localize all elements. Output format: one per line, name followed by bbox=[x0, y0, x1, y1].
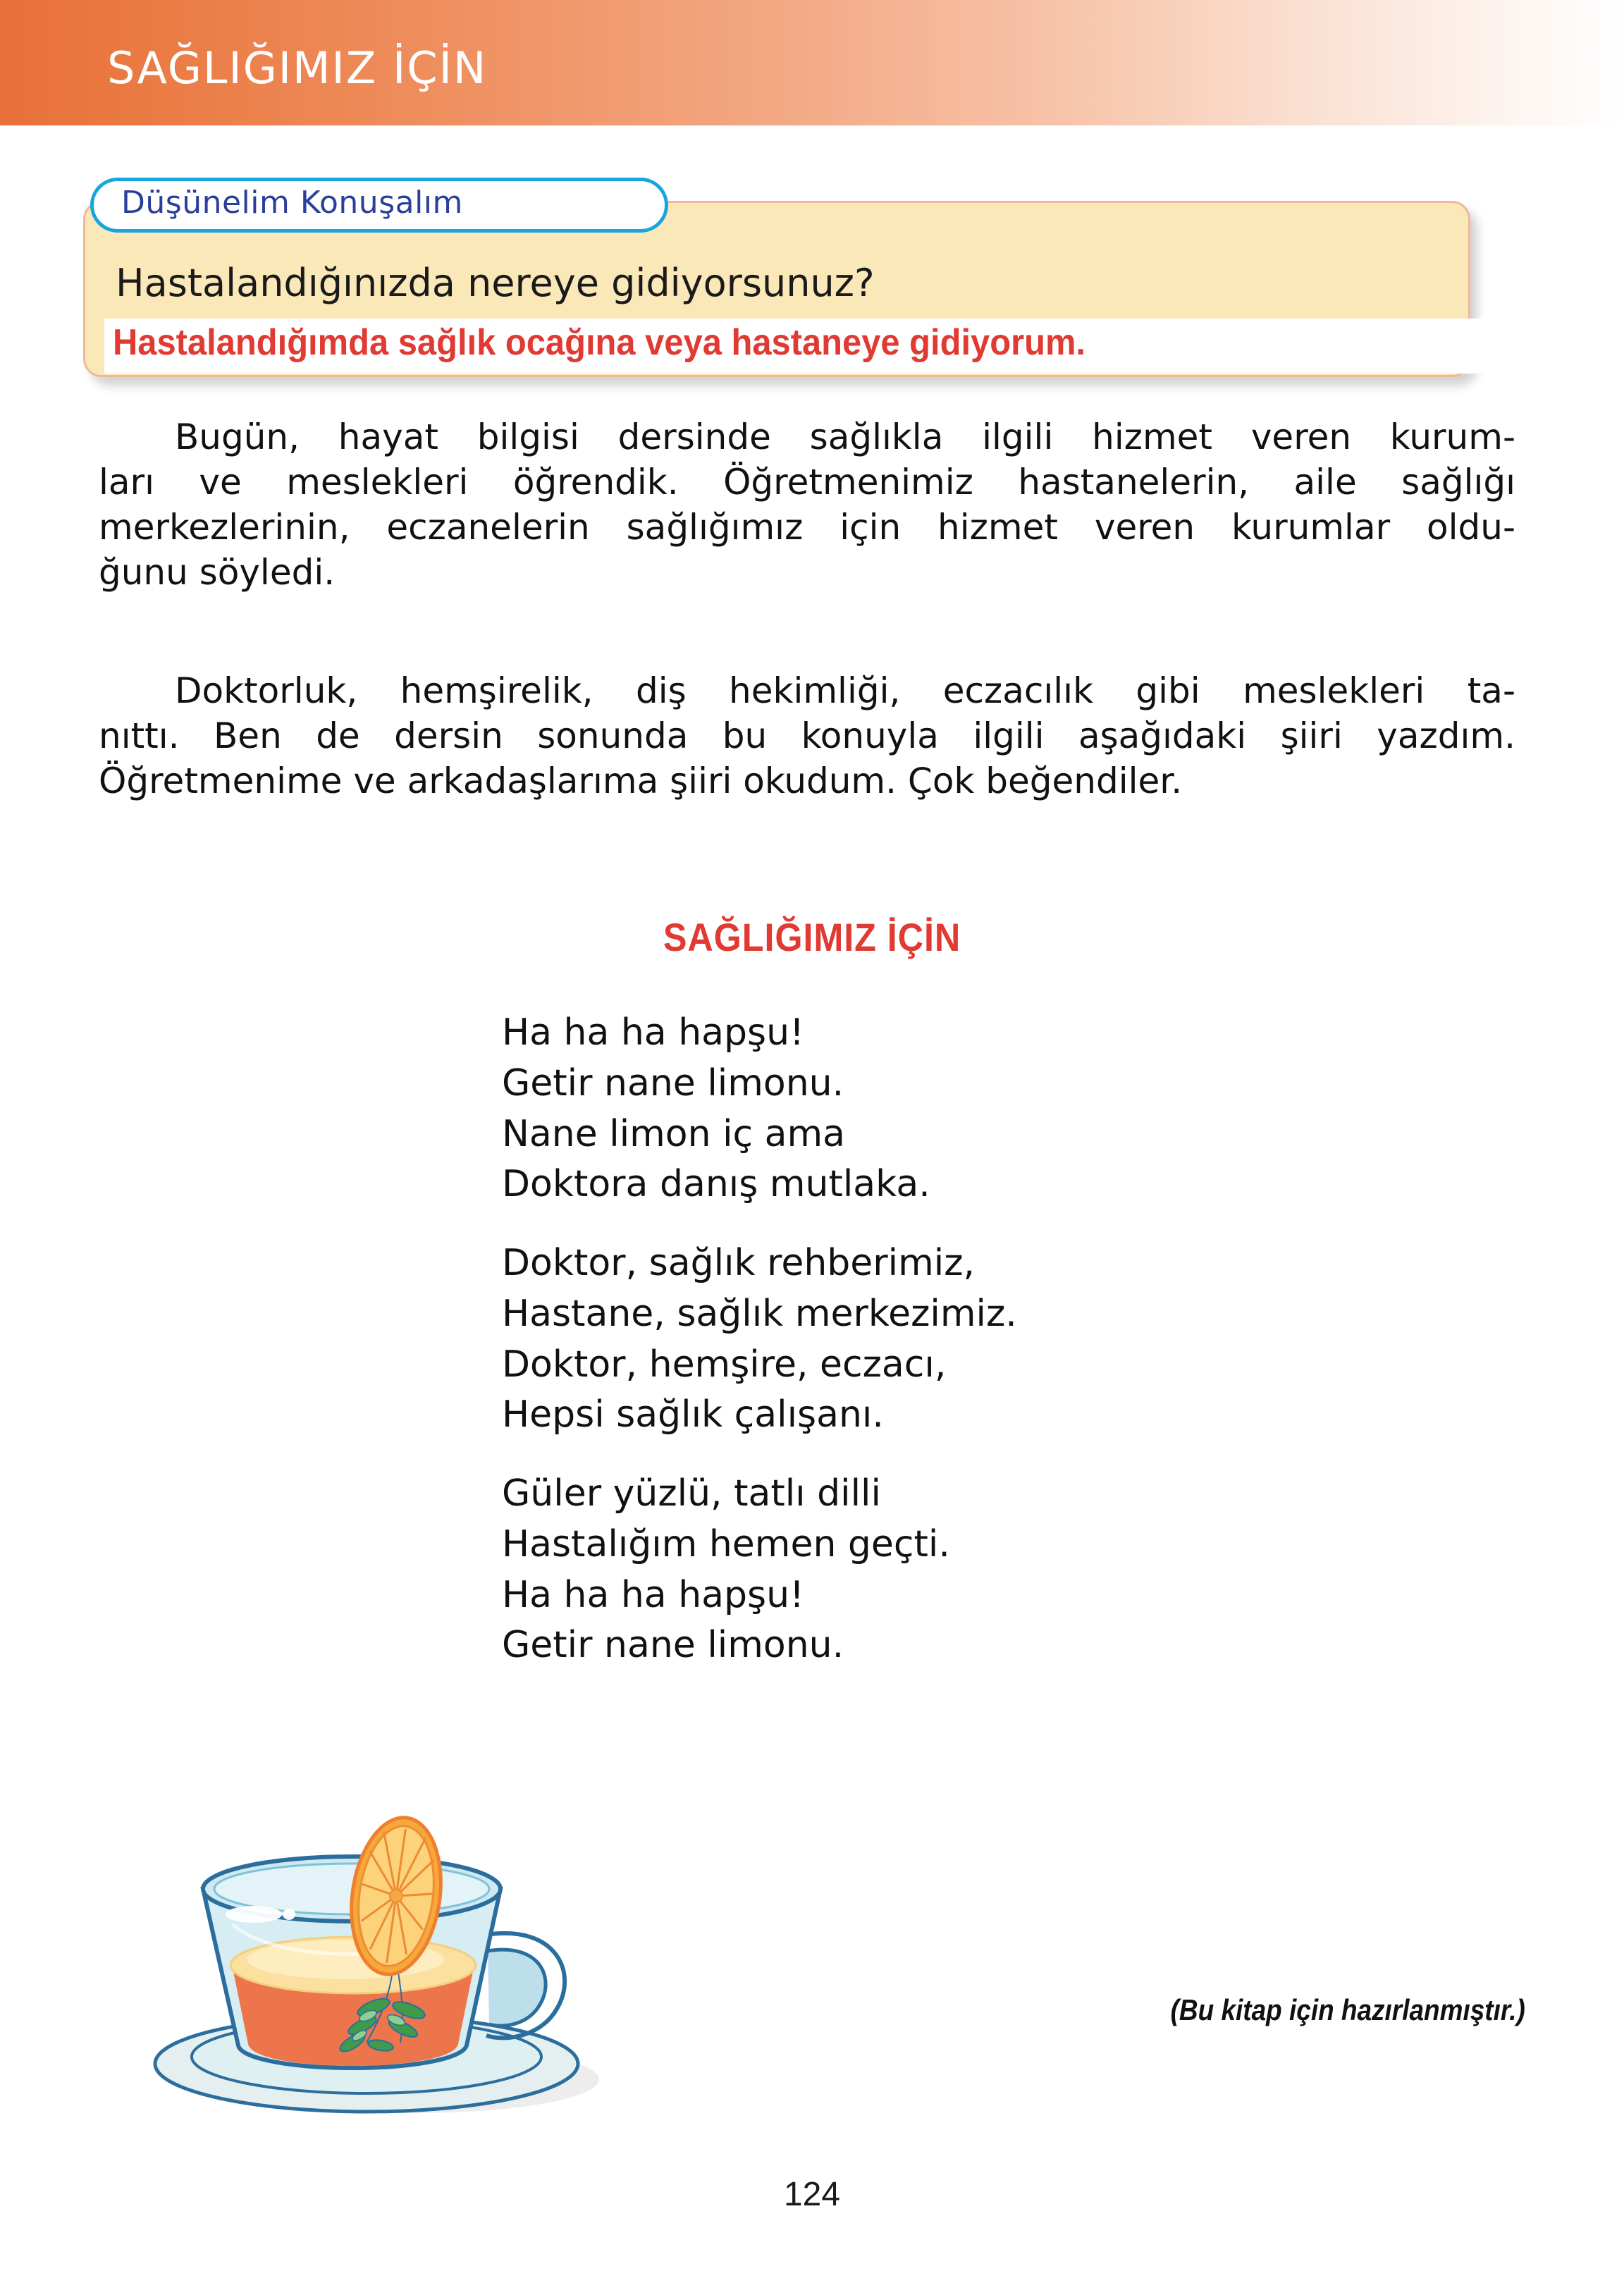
poem-line: Getir nane limonu. bbox=[502, 1624, 844, 1667]
paragraph-line bbox=[99, 758, 1515, 804]
poem-stanza bbox=[502, 1469, 1017, 1671]
poem-line: Ha ha ha hapşu! bbox=[502, 1011, 804, 1054]
paragraph-line-text: merkezlerinin, eczanelerin sağlığımız için hizmet veren kurumlar oldu- bbox=[99, 507, 1515, 548]
think-discuss-tab-label: Düşünelim Konuşalım bbox=[121, 185, 463, 221]
paragraph-line bbox=[99, 550, 1515, 595]
paragraph-line bbox=[99, 713, 1515, 758]
paragraph-line-text: Bugün, hayat bilgisi dersinde sağlıkla ilgili hizmet veren kurum- bbox=[175, 417, 1515, 457]
poem-line: Hastalığım hemen geçti. bbox=[502, 1522, 950, 1565]
discussion-question: Hastalandığınızda nereye gidiyorsunuz? bbox=[116, 261, 875, 305]
poem-line: Doktor, sağlık rehberimiz, bbox=[502, 1242, 976, 1284]
student-answer-text: Hastalandığımda sağlık ocağına veya hastaneye gidiyorum. bbox=[113, 322, 1086, 363]
poem-stanza bbox=[502, 1008, 1017, 1210]
paragraph-line bbox=[99, 505, 1515, 550]
poem-line: Getir nane limonu. bbox=[502, 1061, 844, 1104]
paragraph-line-text: ları ve meslekleri öğrendik. Öğretmenimiz hastanelerin, aile sağlığı bbox=[99, 462, 1515, 503]
poem-title: SAĞLIĞIMIZ İÇİN bbox=[663, 915, 961, 959]
lemon-mint-tea-cup-illustration bbox=[120, 1783, 641, 2114]
paragraph-line-text: Doktorluk, hemşirelik, diş hekimliği, eczacılık gibi meslekleri ta- bbox=[175, 670, 1515, 711]
poem-line: Hastane, sağlık merkezimiz. bbox=[502, 1292, 1017, 1335]
poem-line: Nane limon iç ama bbox=[502, 1112, 846, 1155]
poem-line: Hepsi sağlık çalışanı. bbox=[502, 1393, 884, 1436]
poem-line: Doktora danış mutlaka. bbox=[502, 1163, 930, 1206]
body-paragraph-1 bbox=[99, 414, 1515, 595]
poem-body bbox=[502, 1008, 1017, 1699]
poem-stanza bbox=[502, 1238, 1017, 1441]
paragraph-line-text: ğunu söyledi. bbox=[99, 552, 336, 593]
page-number: 124 bbox=[783, 2176, 841, 2213]
paragraph-line-text: Öğretmenime ve arkadaşlarıma şiiri okudum. Çok beğendiler. bbox=[99, 761, 1183, 801]
poem-line: Doktor, hemşire, eczacı, bbox=[502, 1343, 947, 1386]
body-paragraph-2 bbox=[99, 668, 1515, 804]
attribution-note: (Bu kitap için hazırlanmıştır.) bbox=[1170, 1993, 1525, 2026]
paragraph-line bbox=[99, 414, 1515, 460]
paragraph-line-text: nıttı. Ben de dersin sonunda bu konuyla ilgili aşağıdaki şiiri yazdım. bbox=[99, 715, 1515, 756]
paragraph-line bbox=[99, 668, 1515, 713]
poem-line: Ha ha ha hapşu! bbox=[502, 1573, 804, 1616]
paragraph-line bbox=[99, 460, 1515, 505]
poem-line: Güler yüzlü, tatlı dilli bbox=[502, 1472, 881, 1515]
page-header-title: SAĞLIĞIMIZ İÇİN bbox=[107, 42, 488, 94]
